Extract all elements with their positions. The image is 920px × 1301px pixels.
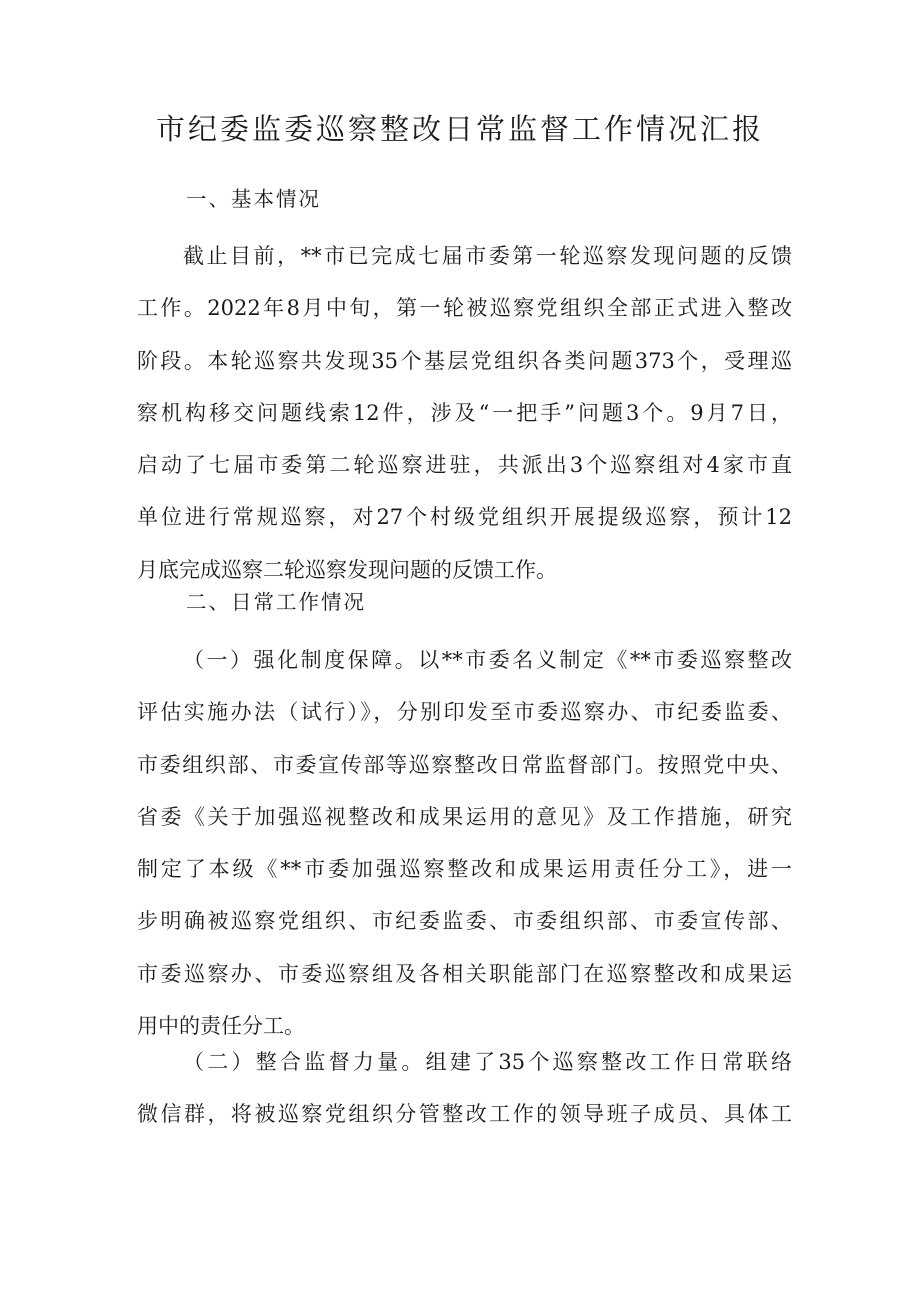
section-heading-basic: 一、基本情况: [186, 187, 321, 211]
paragraph-basic-situation: [137, 230, 792, 596]
paragraph-line: 阶段。本轮巡察共发现35个基层党组织各类问题373个，受理巡: [137, 348, 792, 373]
paragraph-line: 省委《关于加强巡视整改和成果运用的意见》及工作措施，研究: [137, 804, 792, 829]
paragraph-line: 启动了七届市委第二轮巡察进驻，共派出3个巡察组对4家市直: [137, 453, 792, 478]
paragraph-line: 截止目前，**市已完成七届市委第一轮巡察发现问题的反馈: [183, 244, 792, 268]
paragraph-institutional-guarantee: [137, 634, 792, 1052]
paragraph-line: 单位进行常规巡察，对27个村级党组织开展提级巡察，预计12: [137, 505, 792, 530]
paragraph-line: 步明确被巡察党组织、市纪委监委、市委组织部、市委宣传部、: [137, 909, 792, 934]
paragraph-line: 微信群，将被巡察党组织分管整改工作的领导班子成员、具体工: [137, 1102, 792, 1127]
paragraph-line: 察机构移交问题线索12件，涉及“一把手”问题3个。9月7日，: [137, 400, 792, 425]
paragraph-line: 评估实施办法（试行）》，分别印发至市委巡察办、市纪委监委、: [137, 700, 792, 725]
paragraph-integrate-supervision: [137, 1036, 792, 1141]
paragraph-line: 用中的责任分工。: [137, 1014, 305, 1039]
paragraph-line: 市委巡察办、市委巡察组及各相关职能部门在巡察整改和成果运: [137, 961, 792, 986]
document-title: 市纪委监委巡察整改日常监督工作情况汇报: [155, 112, 764, 146]
paragraph-line: 制定了本级《**市委加强巡察整改和成果运用责任分工》，进一: [137, 857, 792, 882]
paragraph-line: （一）强化制度保障。以**市委名义制定《**市委巡察整改: [183, 648, 792, 672]
paragraph-line: 月底完成巡察二轮巡察发现问题的反馈工作。: [137, 557, 557, 582]
paragraph-line: 工作。2022年8月中旬，第一轮被巡察党组织全部正式进入整改: [137, 296, 792, 321]
paragraph-line: 市委组织部、市委宣传部等巡察整改日常监督部门。按照党中央、: [137, 752, 792, 777]
paragraph-line: （二）整合监督力量。组建了35个巡察整改工作日常联络: [183, 1050, 792, 1074]
section-heading-daily-work: 二、日常工作情况: [186, 590, 366, 614]
